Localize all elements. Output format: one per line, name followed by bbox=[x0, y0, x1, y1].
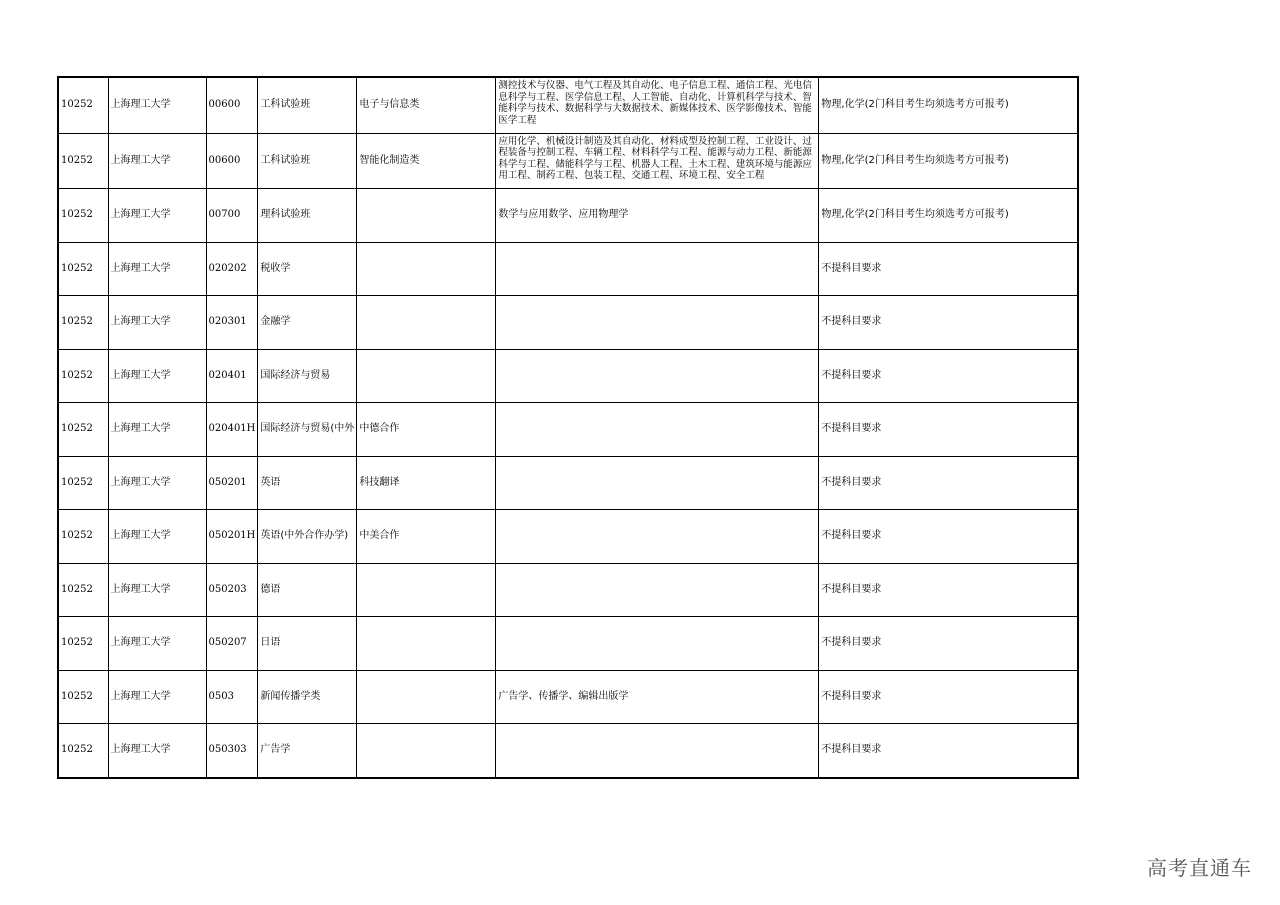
subject-requirement-cell: 不提科目要求 bbox=[819, 296, 1078, 350]
included-majors-cell bbox=[496, 456, 819, 510]
school-name-cell: 上海理工大学 bbox=[108, 296, 206, 350]
major-code-cell: 020202 bbox=[206, 242, 258, 296]
subject-requirement-cell: 不提科目要求 bbox=[819, 242, 1078, 296]
major-note-cell bbox=[357, 617, 496, 671]
school-name-cell: 上海理工大学 bbox=[108, 563, 206, 617]
subject-requirement-cell: 不提科目要求 bbox=[819, 403, 1078, 457]
major-note-cell bbox=[357, 670, 496, 724]
subject-requirement-cell: 物理,化学(2门科目考生均须选考方可报考) bbox=[819, 133, 1078, 189]
major-name-cell: 工科试验班 bbox=[258, 133, 357, 189]
major-code-cell: 050207 bbox=[206, 617, 258, 671]
school-code-cell: 10252 bbox=[58, 77, 108, 133]
major-code-cell: 050201 bbox=[206, 456, 258, 510]
major-name-cell: 国际经济与贸易(中外 bbox=[258, 403, 357, 457]
table-row bbox=[58, 724, 1078, 778]
major-note-cell: 科技翻译 bbox=[357, 456, 496, 510]
school-name-cell: 上海理工大学 bbox=[108, 242, 206, 296]
school-code-cell: 10252 bbox=[58, 510, 108, 564]
table-row bbox=[58, 563, 1078, 617]
subject-requirement-cell: 不提科目要求 bbox=[819, 724, 1078, 778]
included-majors-cell bbox=[496, 403, 819, 457]
major-name-cell: 金融学 bbox=[258, 296, 357, 350]
school-name-cell: 上海理工大学 bbox=[108, 189, 206, 243]
subject-requirement-cell: 不提科目要求 bbox=[819, 349, 1078, 403]
major-code-cell: 00600 bbox=[206, 133, 258, 189]
major-name-cell: 新闻传播学类 bbox=[258, 670, 357, 724]
major-note-cell bbox=[357, 189, 496, 243]
subject-requirement-cell: 不提科目要求 bbox=[819, 563, 1078, 617]
table-row bbox=[58, 296, 1078, 350]
included-majors-cell: 广告学、传播学、编辑出版学 bbox=[496, 670, 819, 724]
school-code-cell: 10252 bbox=[58, 456, 108, 510]
major-name-cell: 德语 bbox=[258, 563, 357, 617]
subject-requirement-cell: 不提科目要求 bbox=[819, 456, 1078, 510]
school-code-cell: 10252 bbox=[58, 670, 108, 724]
major-note-cell bbox=[357, 563, 496, 617]
major-code-cell: 0503 bbox=[206, 670, 258, 724]
major-note-cell: 中美合作 bbox=[357, 510, 496, 564]
admission-table bbox=[57, 76, 1079, 779]
table-row bbox=[58, 77, 1078, 133]
included-majors-cell bbox=[496, 724, 819, 778]
major-note-cell bbox=[357, 349, 496, 403]
subject-requirement-cell: 物理,化学(2门科目考生均须选考方可报考) bbox=[819, 189, 1078, 243]
table-row bbox=[58, 456, 1078, 510]
school-code-cell: 10252 bbox=[58, 242, 108, 296]
included-majors-cell: 数学与应用数学、应用物理学 bbox=[496, 189, 819, 243]
school-code-cell: 10252 bbox=[58, 403, 108, 457]
major-code-cell: 020401H bbox=[206, 403, 258, 457]
major-name-cell: 工科试验班 bbox=[258, 77, 357, 133]
school-name-cell: 上海理工大学 bbox=[108, 456, 206, 510]
included-majors-cell bbox=[496, 349, 819, 403]
school-code-cell: 10252 bbox=[58, 724, 108, 778]
major-code-cell: 020401 bbox=[206, 349, 258, 403]
major-name-cell: 英语(中外合作办学) bbox=[258, 510, 357, 564]
major-name-cell: 国际经济与贸易 bbox=[258, 349, 357, 403]
table-row bbox=[58, 133, 1078, 189]
subject-requirement-cell: 不提科目要求 bbox=[819, 510, 1078, 564]
school-name-cell: 上海理工大学 bbox=[108, 77, 206, 133]
school-name-cell: 上海理工大学 bbox=[108, 510, 206, 564]
school-name-cell: 上海理工大学 bbox=[108, 724, 206, 778]
school-code-cell: 10252 bbox=[58, 189, 108, 243]
subject-requirement-cell: 物理,化学(2门科目考生均须选考方可报考) bbox=[819, 77, 1078, 133]
school-code-cell: 10252 bbox=[58, 563, 108, 617]
school-code-cell: 10252 bbox=[58, 133, 108, 189]
major-name-cell: 税收学 bbox=[258, 242, 357, 296]
school-code-cell: 10252 bbox=[58, 296, 108, 350]
table-row bbox=[58, 349, 1078, 403]
school-code-cell: 10252 bbox=[58, 349, 108, 403]
included-majors-cell: 测控技术与仪器、电气工程及其自动化、电子信息工程、通信工程、光电信息科学与工程、医学信息工程、人工智能、自动化、计算机科学与技术、智能科学与技术、数据科学与大数据技术、新媒体技术、医学影像技术、智能医学工程 bbox=[496, 77, 819, 133]
included-majors-cell bbox=[496, 563, 819, 617]
major-name-cell: 理科试验班 bbox=[258, 189, 357, 243]
major-note-cell bbox=[357, 724, 496, 778]
major-code-cell: 00700 bbox=[206, 189, 258, 243]
major-code-cell: 050303 bbox=[206, 724, 258, 778]
school-name-cell: 上海理工大学 bbox=[108, 617, 206, 671]
school-name-cell: 上海理工大学 bbox=[108, 349, 206, 403]
major-code-cell: 020301 bbox=[206, 296, 258, 350]
major-note-cell: 电子与信息类 bbox=[357, 77, 496, 133]
major-code-cell: 050201H bbox=[206, 510, 258, 564]
major-name-cell: 日语 bbox=[258, 617, 357, 671]
school-code-cell: 10252 bbox=[58, 617, 108, 671]
included-majors-cell bbox=[496, 617, 819, 671]
major-name-cell: 广告学 bbox=[258, 724, 357, 778]
major-name-cell: 英语 bbox=[258, 456, 357, 510]
subject-requirement-cell: 不提科目要求 bbox=[819, 670, 1078, 724]
table-row bbox=[58, 189, 1078, 243]
major-note-cell: 智能化制造类 bbox=[357, 133, 496, 189]
included-majors-cell bbox=[496, 242, 819, 296]
table-row bbox=[58, 510, 1078, 564]
subject-requirement-cell: 不提科目要求 bbox=[819, 617, 1078, 671]
major-note-cell bbox=[357, 296, 496, 350]
major-code-cell: 00600 bbox=[206, 77, 258, 133]
major-note-cell: 中德合作 bbox=[357, 403, 496, 457]
major-note-cell bbox=[357, 242, 496, 296]
table-row bbox=[58, 403, 1078, 457]
table-row bbox=[58, 617, 1078, 671]
table-row bbox=[58, 242, 1078, 296]
major-code-cell: 050203 bbox=[206, 563, 258, 617]
school-name-cell: 上海理工大学 bbox=[108, 133, 206, 189]
school-name-cell: 上海理工大学 bbox=[108, 670, 206, 724]
included-majors-cell bbox=[496, 296, 819, 350]
included-majors-cell: 应用化学、机械设计制造及其自动化、材料成型及控制工程、工业设计、过程装备与控制工程、车辆工程、材料科学与工程、能源与动力工程、新能源科学与工程、储能科学与工程、机器人工程、土木工程、建筑环境与能源应用工程、制药工程、包装工程、交通工程、环境工程、安全工程 bbox=[496, 133, 819, 189]
table-row bbox=[58, 670, 1078, 724]
school-name-cell: 上海理工大学 bbox=[108, 403, 206, 457]
included-majors-cell bbox=[496, 510, 819, 564]
watermark-text: 高考直通车 bbox=[1147, 856, 1252, 880]
